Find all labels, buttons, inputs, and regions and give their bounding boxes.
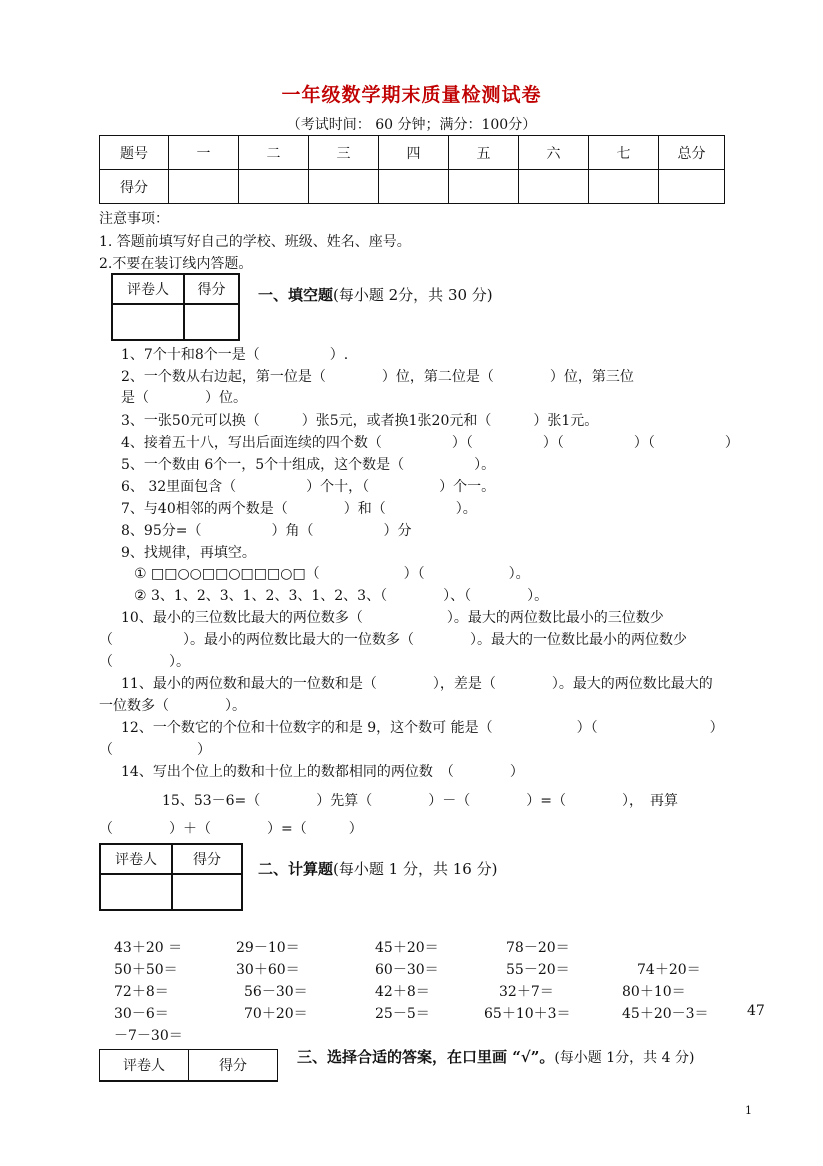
question-line: 一位数多（ ）。 [99, 698, 246, 714]
calc-item: 29－10＝ [236, 940, 300, 956]
grader-blank-cell[interactable] [112, 304, 184, 340]
calc-item: 74＋20＝ [637, 962, 701, 978]
question-line: （ ） [99, 742, 211, 758]
calc-item: 43＋20 ＝ [114, 940, 183, 956]
score-blank-cell[interactable] [589, 170, 659, 204]
question-line: 1、7个十和8个一是（ ）. [121, 347, 349, 363]
grader-blank-cell[interactable] [100, 874, 172, 910]
calc-item: 80＋10＝ [622, 984, 686, 1000]
question-line: 7、与40相邻的两个数是（ ）和（ ）。 [121, 501, 477, 517]
calc-item: －7－30＝ [114, 1028, 183, 1044]
calc-item: 65＋10＋3＝ [484, 1006, 571, 1022]
score-table-cell: 三 [309, 136, 379, 170]
question-line: 2、一个数从右边起，第一位是（ ）位，第二位是（ ）位，第三位 [121, 369, 634, 385]
question-line: 9、找规律，再填空。 [121, 545, 256, 561]
calc-item: 50＋50＝ [114, 962, 178, 978]
calc-item: 32＋7＝ [499, 984, 554, 1000]
question-line: 3、一张50元可以换（ ）张5元，或者换1张20元和（ ）张1元。 [121, 413, 599, 429]
grader-reviewer-label: 评卷人 [100, 1050, 189, 1082]
score-table-cell: 题号 [100, 136, 169, 170]
score-blank-cell[interactable] [449, 170, 519, 204]
score-blank-cell[interactable] [239, 170, 309, 204]
section-detail: (每小题 1 分，共 16 分) [333, 860, 498, 878]
question-line: 10、最小的三位数比最大的两位数多（ ）。最大的两位数比最小的三位数少 [121, 610, 664, 626]
section-title: 三、选择合适的答案，在口里画 “√”。 [297, 1048, 555, 1066]
grader-reviewer-label: 评卷人 [112, 274, 184, 304]
question-line: 8、95分=（ ）角（ ）分 [121, 523, 412, 539]
section-title: 一、填空题 [258, 286, 334, 304]
section-detail: (每小题 2分，共 30 分) [333, 286, 493, 304]
score-table-cell: 五 [449, 136, 519, 170]
grader-blank-cell[interactable] [172, 874, 242, 910]
notes-item: 1. 答题前填写好自己的学校、班级、姓名、座号。 [99, 234, 411, 250]
notes-item: 2.不要在装订线内答题。 [99, 256, 253, 272]
score-table-cell: 七 [589, 136, 659, 170]
question-line: 4、接着五十八，写出后面连续的四个数（ ）（ ）（ ）（ ） [121, 435, 739, 451]
score-table-cell: 六 [519, 136, 589, 170]
question-line: ② 3、1、2、3、1、2、3、1、2、3、（ ）、（ ）。 [134, 588, 549, 604]
section-heading [297, 1046, 694, 1067]
question-line: 15、53－6=（ ）先算（ ）－（ ）=（ ）， 再算 [162, 793, 678, 809]
calc-item: 55－20＝ [506, 962, 570, 978]
grader-score-label: 得分 [184, 274, 239, 304]
question-line: （ ）＋（ ）=（ ） [99, 821, 363, 837]
question-line: 14、写出个位上的数和十位上的数都相同的两位数 （ ） [121, 764, 524, 780]
exam-subtitle: （考试时间： 60 分钟；满分：100分） [286, 117, 537, 133]
section-heading [258, 284, 493, 305]
score-table-cell: 四 [379, 136, 449, 170]
calc-item: 78－20＝ [506, 940, 570, 956]
question-line: 6、 32里面包含（ ）个十，（ ）个一。 [121, 479, 496, 495]
score-table [99, 135, 725, 204]
section-title: 二、计算题 [258, 860, 334, 878]
question-line: （ ）。 [99, 654, 190, 670]
score-blank-cell[interactable] [379, 170, 449, 204]
grader-blank-cell[interactable] [184, 304, 239, 340]
calc-item: 30＋60＝ [236, 962, 300, 978]
score-table-header-row [100, 136, 725, 170]
calc-item: 45＋20－3＝ [622, 1006, 709, 1022]
section-heading [258, 858, 497, 879]
calc-item: 56－30＝ [244, 984, 308, 1000]
grader-score-label: 得分 [172, 844, 242, 874]
calc-item: 72＋8＝ [114, 984, 169, 1000]
question-line: ① □□○○□□○□□□○□（ ）（ ）。 [134, 566, 530, 582]
score-blank-cell[interactable] [659, 170, 725, 204]
score-blank-cell[interactable] [309, 170, 379, 204]
calc-item: 47 [747, 1003, 765, 1019]
score-table-score-row [100, 170, 725, 204]
question-line: 11、最小的两位数和最大的一位数和是（ ），差是（ ）。最大的两位数比最大的 [121, 676, 713, 692]
calc-item: 30－6＝ [114, 1006, 169, 1022]
score-table-cell: 二 [239, 136, 309, 170]
calc-item: 60－30＝ [375, 962, 439, 978]
question-line: （ ）。最小的两位数比最大的一位数多（ ）。最大的一位数比最小的两位数少 [99, 632, 687, 648]
score-blank-cell[interactable] [519, 170, 589, 204]
score-table-cell: 总分 [659, 136, 725, 170]
calc-item: 45＋20＝ [375, 940, 439, 956]
question-line: 12、一个数它的个位和十位数字的和是 9，这个数可 能是（ ）（ ） [121, 720, 724, 736]
grader-box [111, 273, 240, 341]
question-line: 是（ ）位。 [121, 390, 247, 406]
grader-box [99, 843, 243, 911]
grader-score-label: 得分 [189, 1050, 278, 1082]
calc-item: 70＋20＝ [244, 1006, 308, 1022]
notes-heading: 注意事项： [99, 211, 169, 227]
question-line: 5、一个数由 6个一，5个十组成，这个数是（ ）。 [121, 457, 496, 473]
score-table-cell: 得分 [100, 170, 169, 204]
calc-item: 42＋8＝ [375, 984, 430, 1000]
page-title: 一年级数学期末质量检测试卷 [281, 84, 542, 106]
section-detail: (每小题 1分，共 4 分) [554, 1050, 695, 1066]
score-blank-cell[interactable] [169, 170, 239, 204]
score-table-cell: 一 [169, 136, 239, 170]
grader-reviewer-label: 评卷人 [100, 844, 172, 874]
calc-item: 25－5＝ [375, 1006, 430, 1022]
page-number: 1 [745, 1104, 752, 1117]
grader-box [99, 1049, 278, 1082]
